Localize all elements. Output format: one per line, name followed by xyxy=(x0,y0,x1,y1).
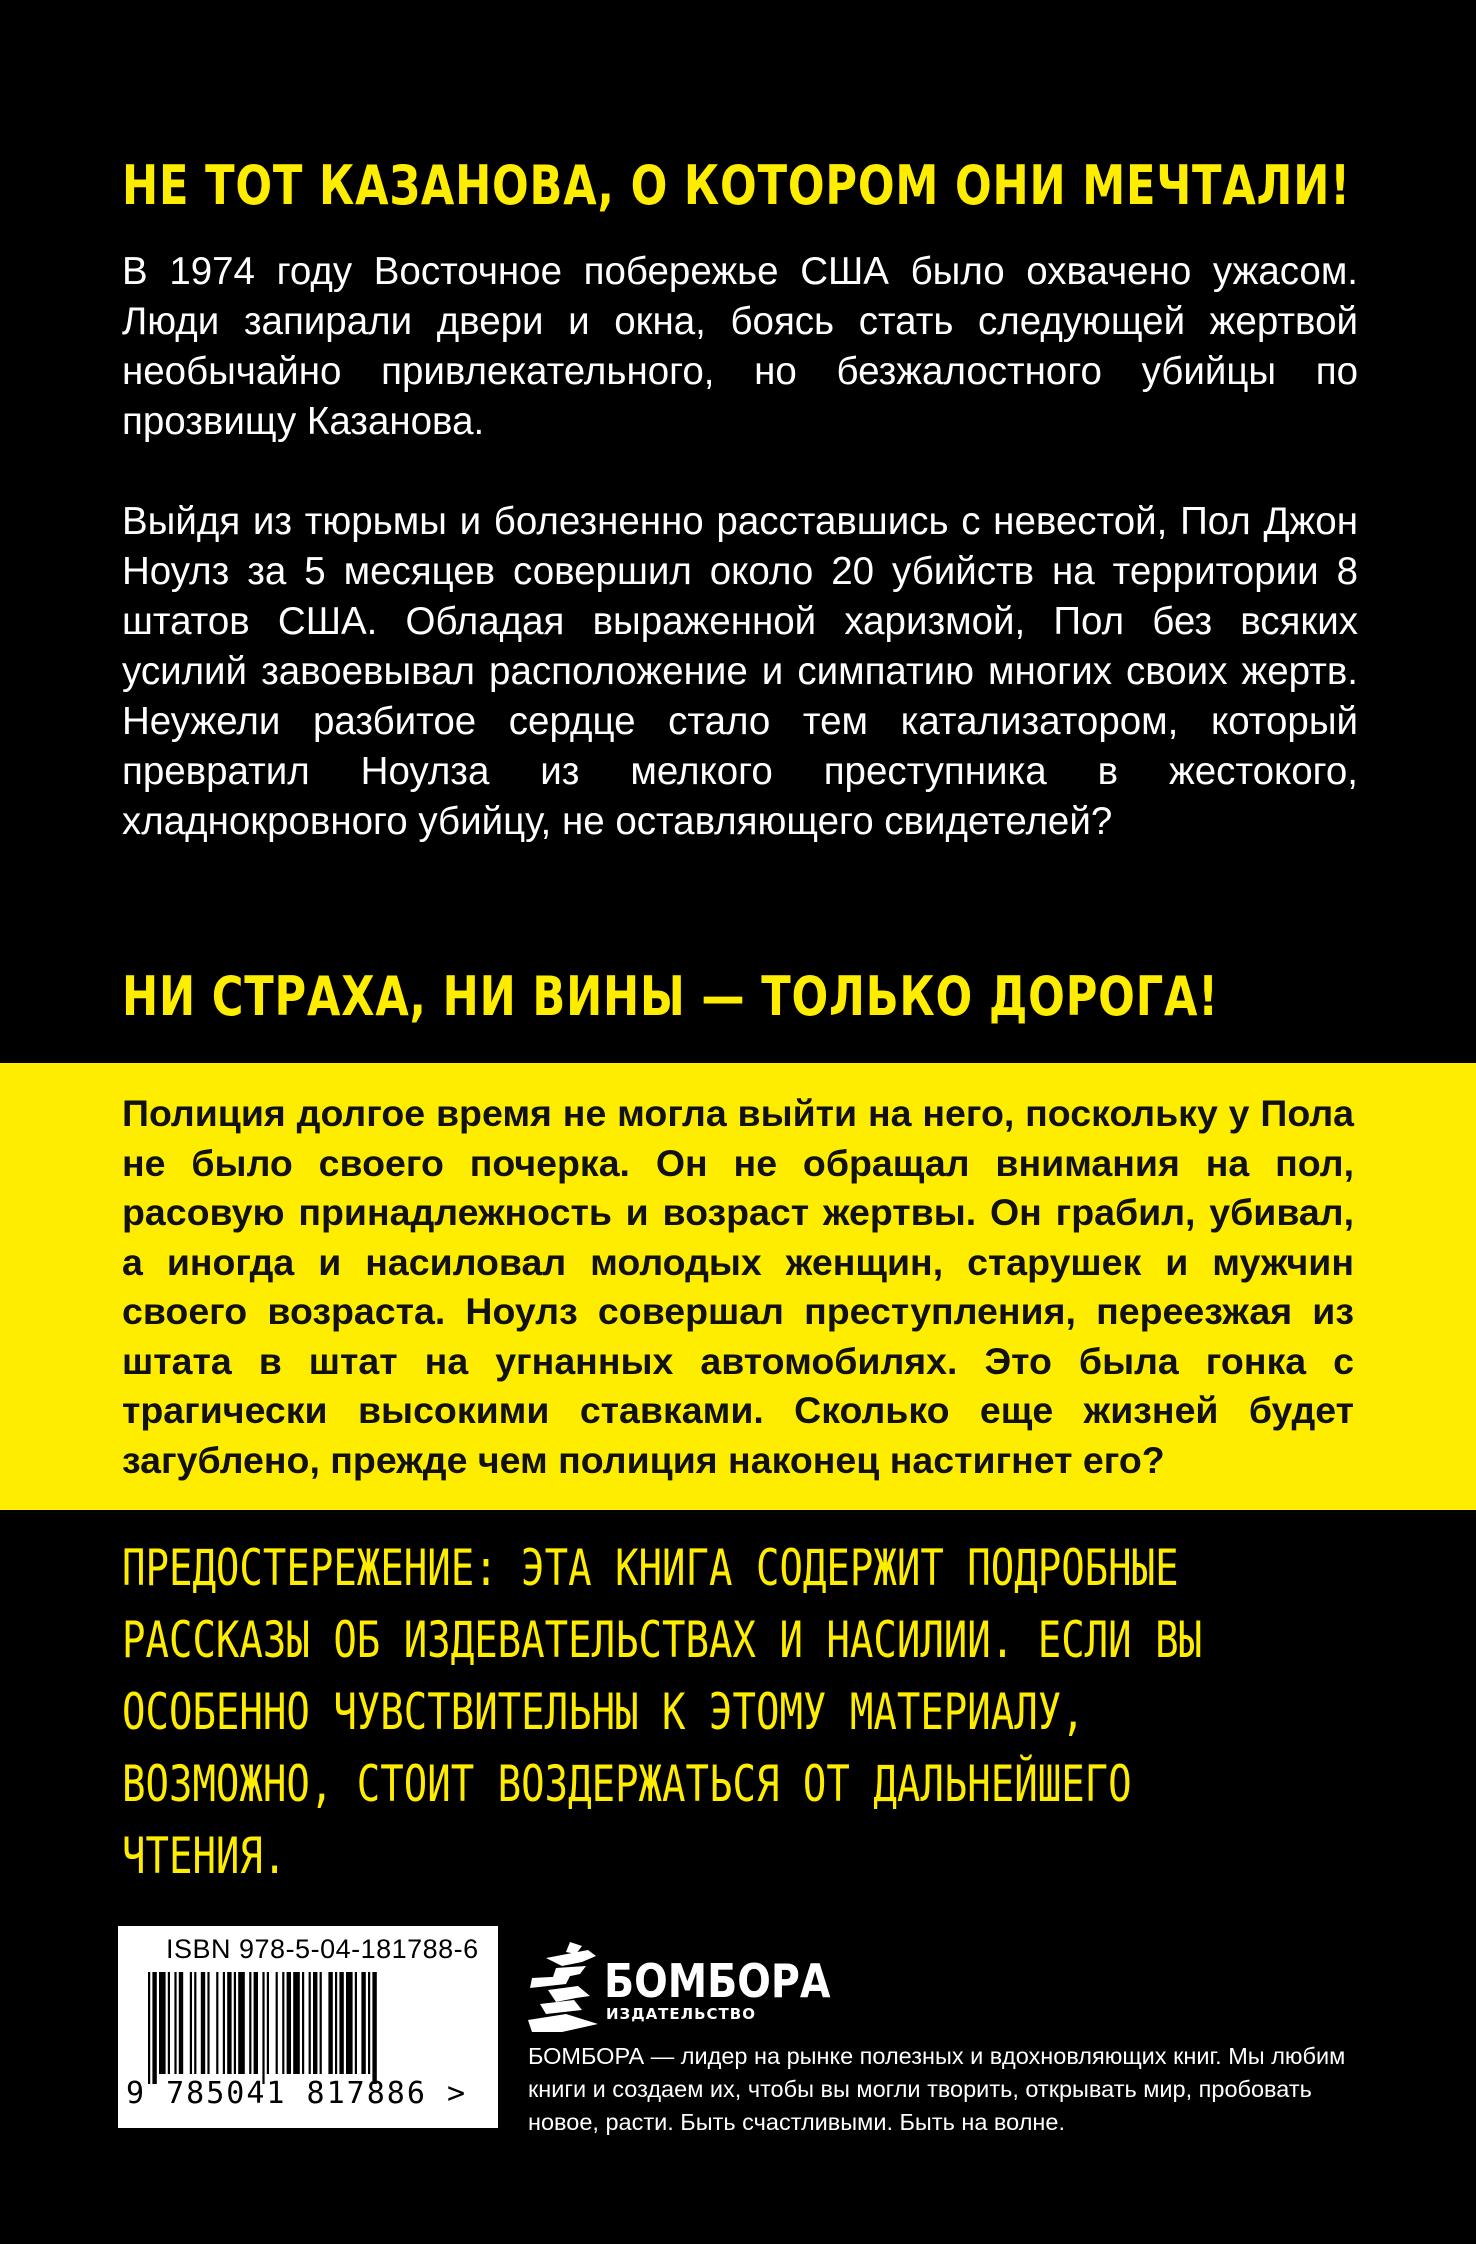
publisher-description: БОМБОРА — лидер на рынке полезных и вдохновляющих книг. Мы любим книги и создаем их, чтобы вы могли творить, открывать мир, пробовать новое, расти. Быть счастливыми. Быть на волне. xyxy=(528,2043,1346,2135)
content-warning: ПРЕДОСТЕРЕЖЕНИЕ: ЭТА КНИГА СОДЕРЖИТ ПОДРОБНЫЕ РАССКАЗЫ ОБ ИЗДЕВАТЕЛЬСТВАХ И НАСИЛИИ. ЕСЛИ ВЫ ОСОБЕННО ЧУВСТВИТЕЛЬНЫ К ЭТОМУ МАТЕРИАЛУ, ВОЗМОЖНО, СТОИТ ВОЗДЕРЖАТЬСЯ ОТ ДАЛЬНЕЙШЕГО ЧТЕНИЯ. xyxy=(122,1539,1203,1885)
runner-logo-icon xyxy=(526,1940,600,2040)
heading-no-fear: НИ СТРАХА, НИ ВИНЫ — ТОЛЬКО ДОРОГА! xyxy=(122,965,1219,1028)
barcode-icon xyxy=(148,1972,470,2084)
publisher-name: БОМБОРА xyxy=(604,1954,831,2008)
ean-digits: 9 785041 817886 > xyxy=(126,2076,468,2111)
intro-paragraph: В 1974 году Восточное побережье США было охвачено ужасом. Люди запирали двери и окна, боясь стать следующей жертвой необычайно привлекательного, но безжалостного убийцы по прозвищу Казанова. xyxy=(122,250,1358,443)
highlight-text: Полиция долгое время не могла выйти на него, поскольку у Пола не было своего почерка. Он не обращал внимания на пол, расовую принадлежность и возраст жертвы. Он грабил, убивал, а иногда и насиловал молодых женщин, старушек и мужчин своего возраста. Ноулз совершал преступления, переезжая из штата в штат на угнанных автомобилях. Это была гонка с трагически высокими ставками. Сколько еще жизней будет загублено, прежде чем полиция наконец настигнет его? xyxy=(122,1092,1354,1481)
heading-casanova: НЕ ТОТ КАЗАНОВА, О КОТОРОМ ОНИ МЕЧТАЛИ! xyxy=(122,154,1351,217)
barcode-block xyxy=(118,1926,498,2128)
story-paragraph: Выйдя из тюрьмы и болезненно расставшись с невестой, Пол Джон Ноулз за 5 месяцев совершил около 20 убийств на территории 8 штатов США. Обладая выраженной харизмой, Пол без всяких усилий завоевывал расположение и симпатию многих своих жертв. Неужели разбитое сердце стало тем катализатором, который превратил Ноулза из мелкого преступника в жестокого, хладнокровного убийцу, не оставляющего свидетелей? xyxy=(122,500,1358,843)
publisher-subtitle: ИЗДАТЕЛЬСТВО xyxy=(606,2005,756,2023)
isbn-label: ISBN 978-5-04-181788-6 xyxy=(166,1934,479,1964)
